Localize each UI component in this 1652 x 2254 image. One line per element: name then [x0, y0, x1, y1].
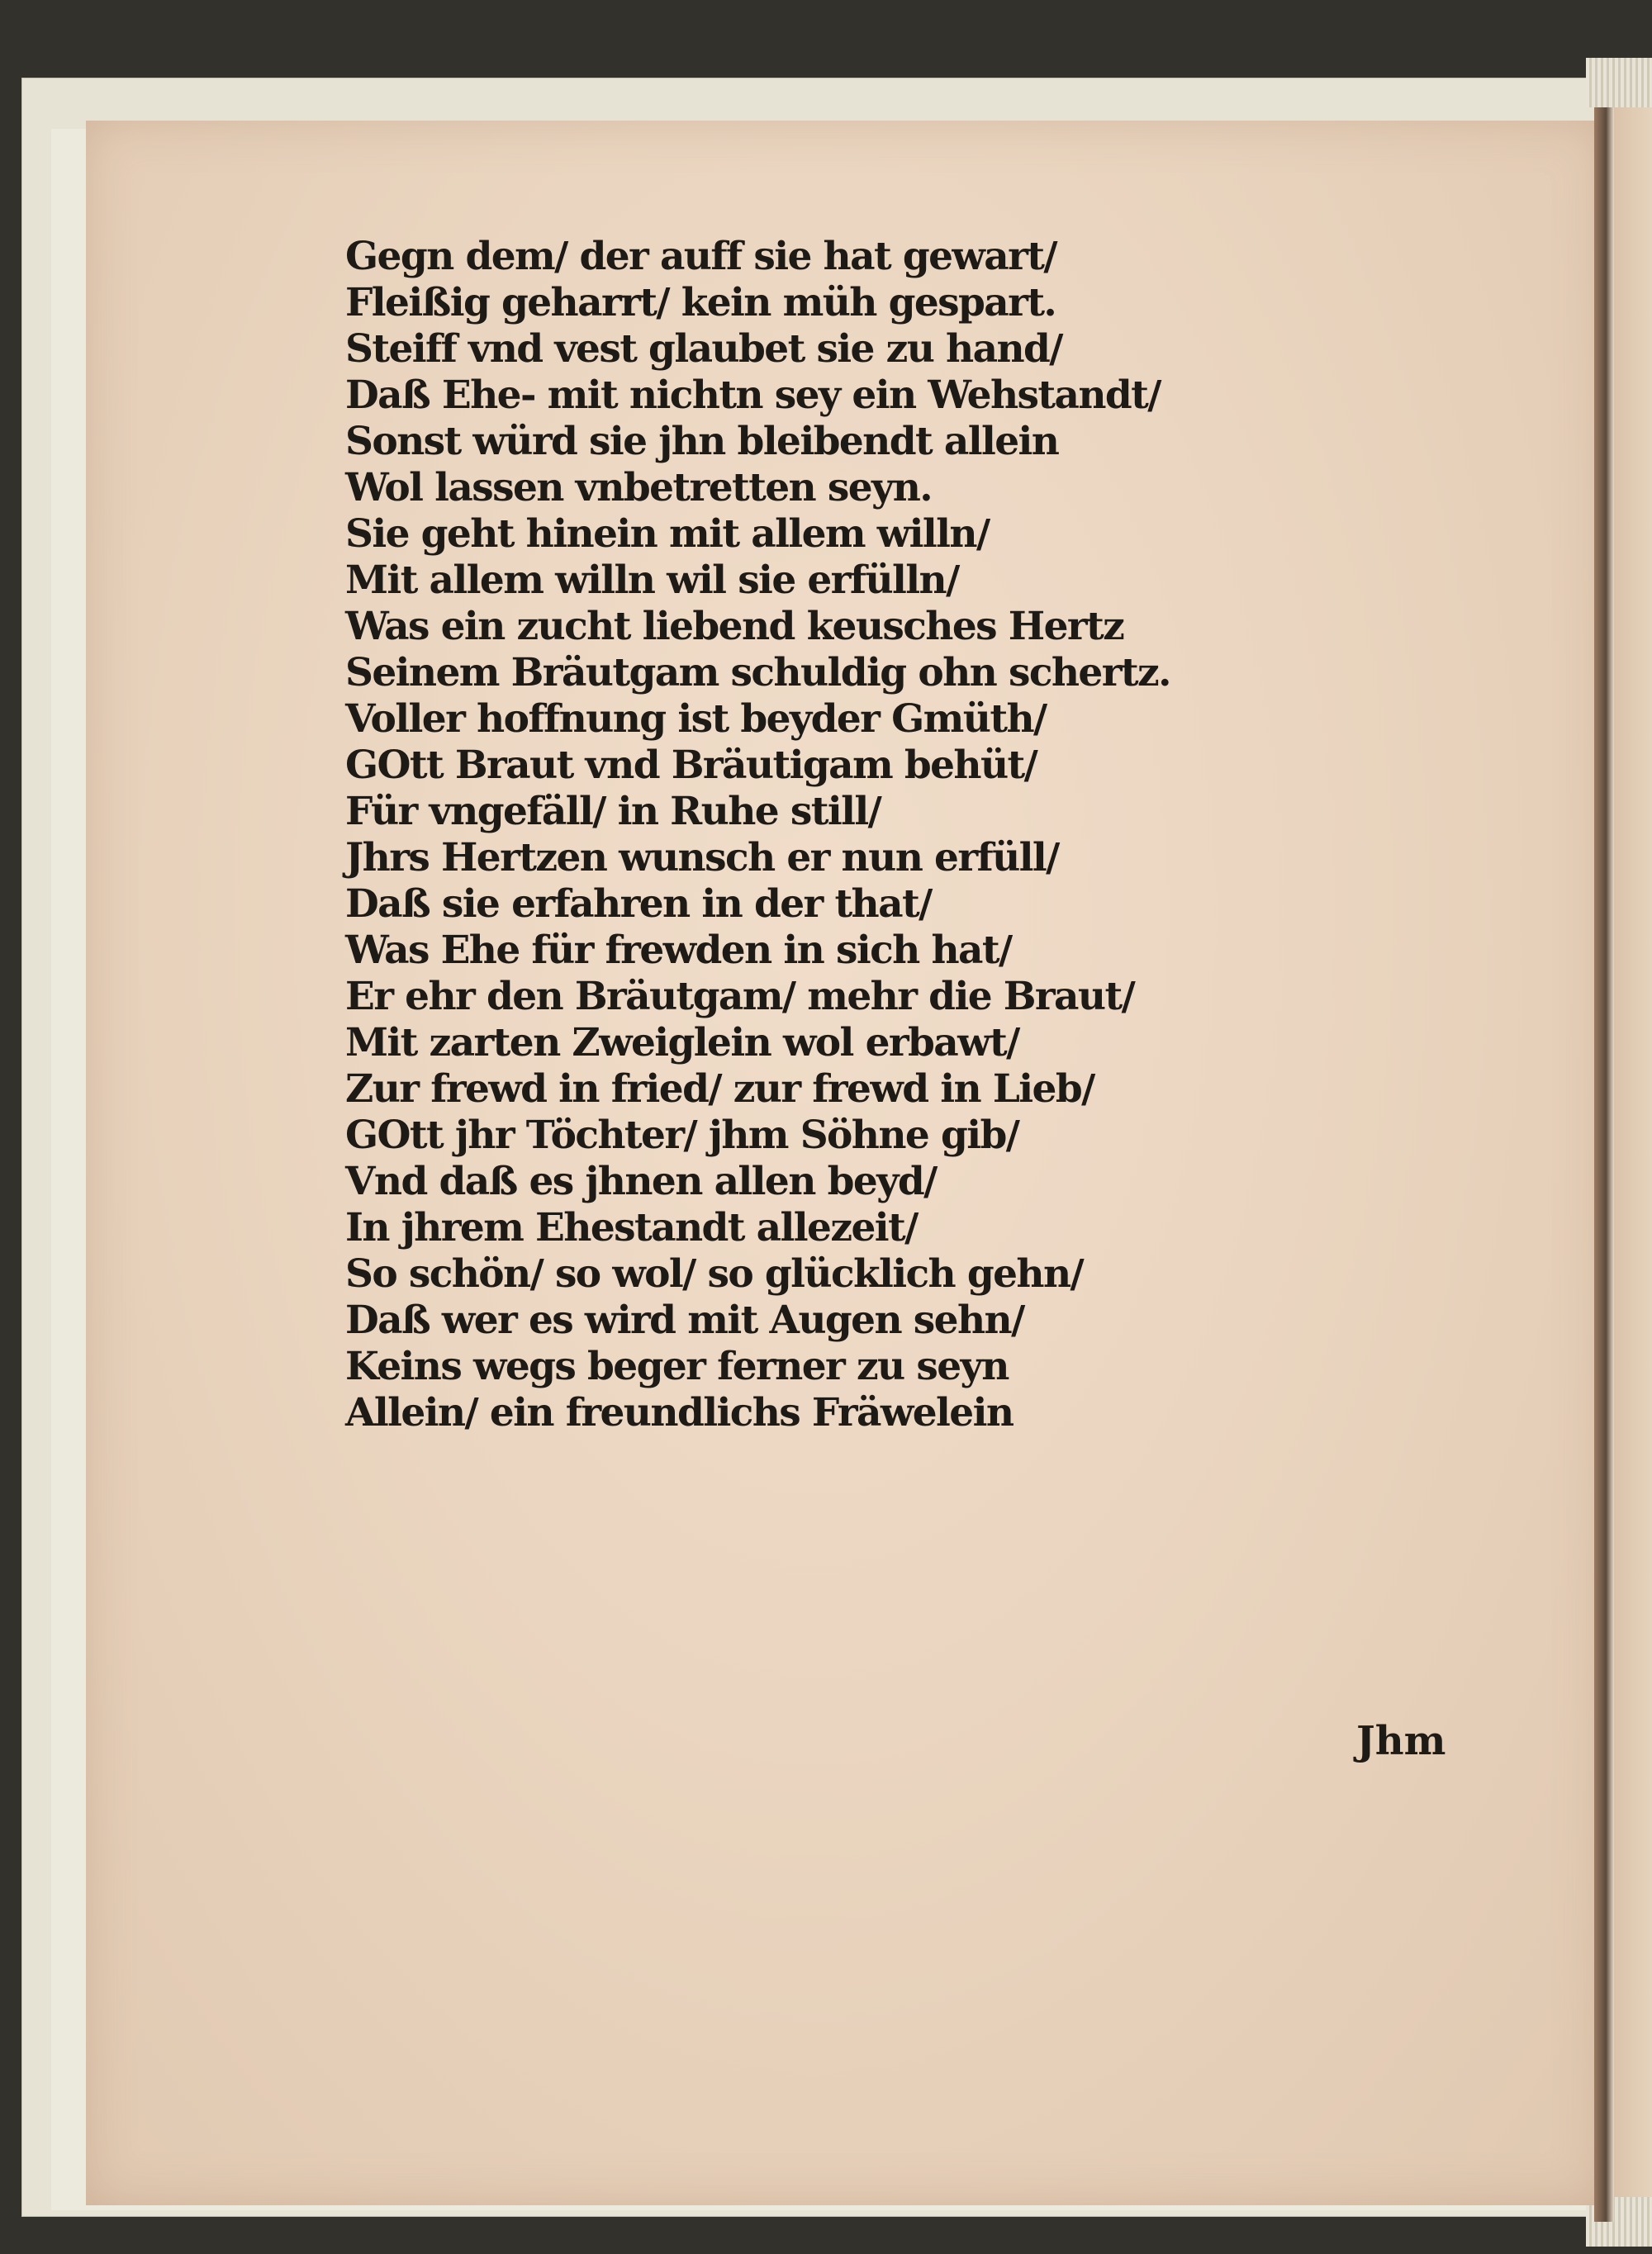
- verse-line: Allein/ ein freundlichs Fräwelein: [345, 1390, 1014, 1435]
- verse-line: Steiff vnd vest glaubet sie zu hand/: [345, 326, 1062, 372]
- verse-line: Keins wegs beger ferner zu seyn: [345, 1344, 1009, 1389]
- binding-stitch-top: [1586, 58, 1652, 107]
- verse-line: Seinem Bräutgam schuldig ohn schertz.: [345, 650, 1170, 695]
- verse-line: Für vngefäll/ in Ruhe still/: [345, 789, 881, 834]
- verse-line: Was Ehe für frewden in sich hat/: [345, 928, 1012, 973]
- verse-line: Daß sie erfahren in der that/: [345, 881, 932, 927]
- verse-line: Daß wer es wird mit Augen sehn/: [345, 1298, 1024, 1343]
- page-gutter: [1594, 107, 1614, 2222]
- catchword: Jhm: [1356, 1718, 1446, 1764]
- verse-line: Gegn dem/ der auff sie hat gewart/: [345, 234, 1056, 279]
- verse-line: Jhrs Hertzen wunsch er nun erfüll/: [345, 835, 1059, 880]
- verse-line: Wol lassen vnbetretten seyn.: [345, 465, 933, 510]
- verse-line: Mit zarten Zweiglein wol erbawt/: [345, 1020, 1019, 1065]
- verse-line: GOtt jhr Töchter/ jhm Söhne gib/: [345, 1113, 1019, 1158]
- verse-line: Sonst würd sie jhn bleibendt allein: [345, 419, 1059, 464]
- verse-line: Zur frewd in fried/ zur frewd in Lieb/: [345, 1066, 1094, 1112]
- verse-line: GOtt Braut vnd Bräutigam behüt/: [345, 743, 1037, 788]
- verse-line: Sie geht hinein mit allem willn/: [345, 511, 990, 557]
- poem-verse: [345, 234, 1254, 1436]
- verse-line: Mit allem willn wil sie erfülln/: [345, 558, 959, 603]
- verse-line: In jhrem Ehestandt allezeit/: [345, 1205, 918, 1250]
- verse-line: Er ehr den Bräutgam/ mehr die Braut/: [345, 974, 1135, 1019]
- verse-line: So schön/ so wol/ so glücklich gehn/: [345, 1251, 1084, 1297]
- verse-line: Fleißig geharrt/ kein müh gespart.: [345, 280, 1056, 325]
- verse-line: Daß Ehe- mit nichtn sey ein Wehstandt/: [345, 373, 1161, 418]
- verse-line: Vnd daß es jhnen allen beyd/: [345, 1159, 937, 1204]
- verse-line: Voller hoffnung ist beyder Gmüth/: [345, 696, 1047, 742]
- verse-line: Was ein zucht liebend keusches Hertz: [345, 604, 1124, 649]
- facing-page-edge: [1612, 99, 1652, 2230]
